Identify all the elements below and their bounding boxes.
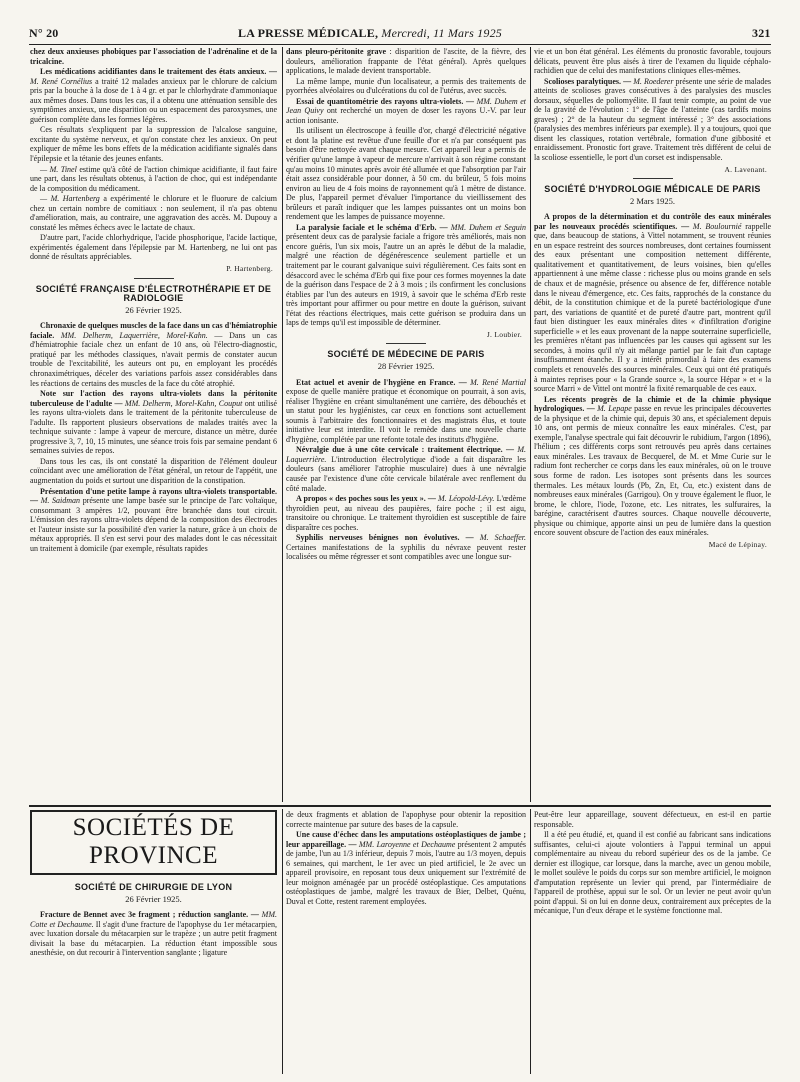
article-text: : disparition de l'ascite, de la fièvre, des douleurs, amélioration frappante de l'état général). Après quelques applications, le malade devient transportable. — [286, 47, 526, 76]
issue-number: N° 20 — [29, 26, 59, 40]
province-heading: SOCIÉTÉS DE PROVINCE — [30, 810, 277, 875]
paragraph: chez deux anxieuses phobiques par l'association de l'adrénaline et de la tricalcine. — [30, 47, 277, 66]
paragraph: D'autre part, l'acide chlorhydrique, l'acide phosphorique, l'acide lactique, expérimentés également dans l'épilepsie par M. Hartenberg, ne lui ont pas donné de résultats appréciables. — [30, 233, 277, 262]
section-date: 28 Février 1925. — [377, 360, 435, 371]
author: M. Boulournié — [692, 221, 742, 231]
bottom-section-rule — [29, 805, 771, 807]
bottom-column-1 — [30, 810, 277, 1075]
paragraph — [534, 212, 771, 393]
paragraph — [30, 487, 277, 554]
article-text: Certaines manifestations de la syphilis du névraxe peuvent rester localisées ou même régresser et sont compatibles avec une longue sur- — [286, 542, 526, 562]
column-divider — [282, 47, 283, 802]
section-divider — [386, 343, 426, 344]
section-divider — [633, 178, 673, 179]
paragraph: Il a été peu étudié, et, quand il est confié au fabricant sans indications suffisantes, celui-ci ajoute volontiers à l'appui terminal un appui complémentaire au niveau du rebord supérieur des os de la jambe. Ce dernier est illogique, car lorsque, dans la marche, avec un genou mobile, le mollet soulève le poids du corps sur son membre artificiel, le moignon d'amputation représente un levier qui prend, par l'intermédiaire de l'appareil de prothèse, appui sur le sol. Or un levier ne peut avoir qu'un point d'appui. Si on lui en donne deux, contrairement aux préceptes de la mécanique, l'un d'eux dérape et le système fonctionne mal. — [534, 830, 771, 916]
article-text: a expérimenté le chlorure et le fluorure de calcium chez un certain nombre de comitiaux : non seulement, il n'a pas obtenu d'amélioration, mais, au contraire, une aggravation des accès. M. Dupouy a constaté les mêmes échecs avec le lactate de chaux. — [30, 194, 277, 232]
article-heading: Syphilis nerveuses bénignes non évolutives. — — [296, 533, 474, 543]
paragraph — [286, 97, 526, 126]
author: M. Roederer — [633, 76, 674, 86]
paragraph — [30, 194, 277, 232]
article-text: passe en revue les principales découvertes de la physique et de la chimie qui, depuis 30 ans, et spécialement depuis 10 ans, ont permis de mieux connaître les eaux minérales. C'est, par exemple, l'analyse spectrale qui fait découvrir le rubidium, l'argon (1896), l'hélium ; ces différents corps sont retrouvés peu après dans certaines eaux minérales. Les travaux de Becquerel, de M. et Mme Curie sur le radium font rechercher ce corps dans les eaux minérales, où on le trouve sous forme de radon. Les isotopes sont présents dans les sources thermales. Les métaux lourds (Pb, Zn, Et, Cu, etc.) existent dans de nombreuses eaux minérales (Garrigou). On y trouve également le fluor, le brome, le chlore, l'iode, l'ozone, etc. Les nitrates, les sulfuraires, la barégine, caractérisent d'autres sources. Chaque nouvelle découverte, physique ou chimique, apporte ainsi un peu de lumière dans la question encore souvent obscure de l'action des eaux minérales. — [534, 404, 771, 538]
article-heading: Essai de quantitométrie des rayons ultra-violets. — — [296, 96, 474, 106]
article-text: Il s'agit d'une fracture de l'apophyse du 1er métacarpien, avec luxation dorsale du métacarpien sur le trapèze ; un autre petit fragment divisait la base du métacarpien. La réduction étant impossible sous anesthésie, on dut recourir à l'intervention sanglante ; ligature — [30, 919, 277, 958]
article-heading: Scolioses paralytiques. — — [544, 76, 632, 86]
journal-title — [238, 26, 502, 41]
article-heading: La paralysie faciale et le schéma d'Erb. — — [296, 222, 448, 232]
bottom-column-3 — [534, 810, 771, 1075]
paragraph: Ces résultats s'expliquent par la suppression de l'alcalose sanguine, excitante du système nerveux, et qu'on constate chez les anxieux. On peut expliquer de même les bons effets de la médication acidifiante signalés dans l'épilepsie et la tétanie des jeunes enfants. — [30, 125, 277, 164]
article-heading: Fracture de Bennet avec 3e fragment ; réduction sanglante. — — [40, 910, 259, 920]
section-divider — [134, 278, 174, 279]
signature: P. Hartenberg. — [226, 264, 273, 274]
paragraph — [534, 395, 771, 538]
article-text: a traité 12 malades anxieux par le chlorure de calcium pris par la bouche à la dose de 1 à 4 gr. et par le chlorhydrate d'ammoniaque aux mêmes doses. Dans tous les cas, il a obtenu une atténuation sensible des symptômes anxieux, une disparition ou un espacement des paroxysmes, une guérison complète dans les formes légères. — [30, 76, 277, 124]
article-text: présente une lampe basée sur le principe de l'arc voltaïque, consommant 3 ampères 1/2, pouvant être branchée dans tout circuit. L'émission des rayons ultra-violets dépend de la composition des électrodes et l'auteur insiste sur la possibilité d'en varier la nature, grâce à un choix de métaux appropriés. Il s'en est servi pour des malades dont le cas nécessitait un traitement à domicile (par exemple, résultats rapides — [30, 496, 277, 553]
paragraph — [286, 47, 526, 76]
author: — M. Tinel — [40, 164, 77, 174]
column-1 — [30, 47, 277, 802]
paragraph: Dans tous les cas, ils ont constaté la disparition de l'élément douleur coïncidant avec une amélioration de l'état général, un retour de l'appétit, une augmentation du poids et surtout une disparition de la constipation. — [30, 456, 277, 485]
paragraph — [286, 223, 526, 328]
paragraph — [30, 67, 277, 124]
author: M. Lepape — [597, 404, 632, 414]
column-3 — [534, 47, 771, 802]
signature: Macé de Lépinay. — [708, 539, 767, 549]
section-date: 26 Février 1925. — [125, 893, 182, 904]
article-heading: Une cause d'échec dans les amputations ostéoplastiques de jambe ; leur appareillage. — — [286, 830, 526, 849]
author: M. Laquerrière. — [286, 445, 526, 464]
article-heading: Les médications acidifiantes dans le traitement des états anxieux. — — [40, 67, 277, 77]
page-number: 321 — [752, 26, 771, 40]
author: MM. Duhem et Jean Quivy — [286, 96, 526, 116]
article-text: estime qu'à côté de l'action chimique acidifiante, il faut faire une part, dans les résultats obtenus, à l'action de choc, qui est indépendante de la composition du médicament. — [30, 164, 277, 193]
article-text: rappelle que, dans beaucoup de stations, à Vittel notamment, se trouvent réunies en un espace restreint des sources nombreuses, dont certaines fournissent des eaux présentant une composition nettement différente, qualitativement et quantitativement, de leurs voisines, bien qu'elles appartiennent à une même classe : richesse plus ou moins grande en sels de chaux et de magnésie, présence ou absence de fer, différence notable dans le niveau d'émergence, etc. Ces faits, rapprochés de la constance du débit, de la constitution chimique et de la pureté bactériologique d'une part, des variations de quantité et de pureté d'autre part, montrent qu'il faut bien distinguer les eaux minérales dites « d'infiltration d'origine superficielle » et les eaux provenant de la nappe souterraine superficielle, les premières n'étant pas influencées par les causes qui agissent sur les secondes, à moins qu'il n'y ait mélange partiel par le fait d'un captage insuffisamment étanche. Il y a intérêt primordial à faire des examens complets et renouvelés des sources minérales. Ceux qui ont été pratiqués à maintes reprises pour « la Grande source », la source Hépar » et « la source Marri » de Vittel ont montré la fixité remarquable de ces eaux. — [534, 221, 771, 394]
article-text: L'introduction électrolytique d'iode a fait disparaître les douleurs (sans améliorer l'atrophie musculaire) dues à une névralgie causée par l'existence d'une côte cervicale bilatérale avec renflement du côté malade. — [286, 454, 526, 493]
paragraph — [30, 165, 277, 194]
paragraph — [30, 910, 277, 958]
issue-date: Mercredi, 11 Mars 1925 — [381, 26, 502, 40]
paragraph — [286, 445, 526, 493]
author: — M. Hartenberg — [40, 194, 100, 204]
column-2 — [286, 47, 526, 802]
paragraph — [286, 494, 526, 532]
article-text: ont recherché un moyen de doser les rayons U.-V. par leur action ionisante. — [286, 106, 526, 125]
column-divider — [530, 809, 531, 1074]
author: MM. Laroyenne et Dechaume — [358, 839, 456, 849]
header-rule — [29, 44, 771, 45]
article-heading: Chronaxie de quelques muscles de la face dans un cas d'hémiatrophie faciale. — [30, 321, 277, 340]
article-text: présente une série de malades atteints de scolioses graves consécutives à des paralysies des muscles dorsaux, séquelles de poliomyélite. Il faut tenir compte, au point de vue de la gravité de l'évolution : 1° de l'âge de l'atteinte (cas tardifs moins graves) ; 2° de la hauteur du segment intéressé ; 3° des associations (paralysies des membres inférieurs par exemple). Il y a toujours, quoi que disent les classiques, rotation vertébrale, formation d'une gibbosité et enraidissement. Pronostic fort grave. Traitement très différent de celui de la scoliose essentielle, le port d'un corset est indispensable. — [534, 76, 771, 163]
article-heading: Note sur l'action des rayons ultra-violets dans la péritonite tuberculeuse de l'adulte — — [30, 389, 277, 408]
paragraph — [286, 378, 526, 445]
author: M. René Cornélius — [30, 76, 93, 86]
article-text: ont utilisé les rayons ultra-violets dans le traitement de la péritonite tuberculeuse de l'adulte. Ils rapportent plusieurs observations de malades traités avec la technique suivante : lampe à vapeur de mercure, distance un mètre, durée progressive 3, 7, 10, 15 minutes, une séance trois fois par semaine pendant 6 semaines suivies de repos. — [30, 398, 277, 456]
section-title: SOCIÉTÉ D'HYDROLOGIE MÉDICALE DE PARIS — [544, 184, 761, 195]
section-title: SOCIÉTÉ DE CHIRURGIE DE LYON — [74, 882, 233, 892]
article-text: L'œdème thyroïdien peut, au niveau des paupières, faire poche ; il est aigu, transitoire ou chronique. Le traitement thyroïdien est susceptible de faire disparaître ces poches. — [286, 494, 526, 532]
paragraph — [30, 389, 277, 456]
paragraph — [286, 830, 526, 906]
article-text: présentent 2 amputés de jambe, l'un au 1/3 inférieur, depuis 7 mois, l'autre au 1/3 moyen, depuis 6 semaines, qui marchent, le 1er avec un pied artificiel, le 2e avec un appareil provisoire, en reposant tous deux uniquement sur l'extrémité de leur moignon aménagée par un procédé ostéoplastique. Ces amputations ostéoplastiques de jambe, malgré les travaux de Bier, Delbet, Quénu, Duval et Cotte, restent rarement employées. — [286, 839, 526, 906]
article-heading: Les récents progrès de la chimie et de la chimie physique hydrologiques. — — [534, 394, 771, 414]
section-title: SOCIÉTÉ FRANÇAISE D'ÉLECTROTHÉRAPIE ET DE RADIOLOGIE — [35, 283, 272, 304]
author: M. Léopold-Lévy. — [438, 494, 495, 504]
bottom-column-2 — [286, 810, 526, 1075]
author: MM. Duhem et Seguin — [450, 222, 526, 232]
author: M. Schaeffer. — [479, 533, 526, 543]
paragraph: La même lampe, munie d'un localisateur, a permis des traitements de pyorrhées alvéolaires ou d'ulcérations du col de l'utérus, avec succès. — [286, 76, 526, 96]
article-heading: A propos de la détermination et du contrôle des eaux minérales par les nouveaux procédés scientifiques. — — [534, 212, 771, 231]
article-text: expose de quelle manière pratique et économique on pourrait, à son avis, réaliser l'hygiène en créant simultanément une carrière, des débouchés et un statut pour les hygiénistes, car ceux en fonctions sont actuellement soumis à l'arbitraire des fonctionnaires et des magistrats élus, et toute initiative leur est interdite. Il voit le remède dans une nouvelle charte d'hygiène, complétée par une refonte totale des instituts d'hygiène. — [286, 387, 526, 444]
article-heading: Présentation d'une petite lampe à rayons ultra-violets transportable. — — [30, 486, 277, 506]
column-divider — [282, 809, 283, 1074]
author: MM. Cotte et Dechaume. — [30, 910, 277, 929]
author: M. René Martial — [470, 377, 526, 387]
section-date: 26 Février 1925. — [125, 304, 182, 315]
section-title: SOCIÉTÉ DE MÉDECINE DE PARIS — [327, 349, 485, 360]
column-divider — [530, 47, 531, 802]
article-heading: A propos « des poches sous les yeux ». — — [296, 494, 436, 504]
article-heading: dans pleuro-péritonite grave — [286, 47, 387, 56]
article-text: présentent deux cas de paralysie faciale a frigore très améliorés, mais non encore guéris, l'un six mois, l'autre un an après le début de la maladie, malgré une réaction de dégénérescence seulement partielle et un traitement par le courant galvanique suivi régulièrement. Ces faits sont en désaccord avec le schéma d'Erb qui fixe pour ces formes moyennes la date de la guérison dans l'espace de 2 à 3 mois ; ils confirment les conclusions établies par l'un des auteurs en 1919, à savoir que le schéma d'Erb reste très important pour affirmer ou pour mettre en doute la guérison, suivant l'état des réactions électriques, mais cette guérison se produira dans un laps de temps qu'il est impossible de déterminer. — [286, 232, 526, 328]
paragraph — [534, 77, 771, 163]
signature: J. Loubier. — [486, 329, 522, 339]
article-heading: Etat actuel et avenir de l'hygiène en France. — — [296, 377, 467, 387]
paragraph: de deux fragments et ablation de l'apophyse pour obtenir la reposition correcte maintenue par suture des bases de la capsule. — [286, 810, 526, 829]
paragraph — [286, 533, 526, 562]
paragraph: vie et un bon état général. Les éléments du pronostic favorable, toujours délicats, peuvent être plus aisés à tirer de l'examen du liquide céphalo-rachidien que de celui des manifestations cliniques elles-mêmes. — [534, 47, 771, 76]
author: MM. Delherm, Morel-Kahn, Couput — [124, 398, 243, 408]
author: M. Saidman — [40, 496, 81, 506]
paragraph — [30, 321, 277, 388]
article-heading: Névralgie due à une côte cervicale : traitement électrique. — — [296, 445, 514, 455]
signature: A. Lavenant. — [724, 164, 767, 174]
author: MM. Delherm, Laquerrière, Morel-Kahn. — [60, 330, 208, 340]
article-text: — Dans un cas d'hémiatrophie faciale chez un enfant de 10 ans, où l'électro-diagnostic, pratiqué par les méthodes classiques, n'avait permis de constater aucun trouble de l'excitabilité, les auteurs ont pu, en employant les procédés chronaximétriques, déceler des variations parfois assez considérables dans les réactions de certains des muscles de la face du côté atrophié. — [30, 330, 277, 388]
bottom-column-1-text — [30, 883, 277, 958]
paragraph: Ils utilisent un électroscope à feuille d'or, chargé d'électricité négative et dont la platine est revêtue d'une feuille d'or et n'a par conséquent pas besoin d'être nettoyée avant chaque mesure. Cet appareil leur a permis de vérifier qu'une lampe à vapeur de mercure n'arrivait à son régime constant qu'au moins 10 minutes après avoir été allumée et que l'absorption par l'air était assez considérable pour donner, à 50 cm. du brûleur, 5 fois moins environ au lieu de 4 fois moins de rayonnement qu'à 1 mètre de distance. De plus, l'appareil permet d'évaluer l'importance du vieillissement des brûleurs et paraît indiquer que les lampes puissantes ont un moins bon rendement que les lampes de puissance moyenne. — [286, 126, 526, 222]
paragraph: Peut-être leur appareillage, souvent défectueux, en est-il en partie responsable. — [534, 810, 771, 829]
section-date: 2 Mars 1925. — [629, 195, 676, 206]
journal-name: LA PRESSE MÉDICALE, — [238, 26, 379, 40]
